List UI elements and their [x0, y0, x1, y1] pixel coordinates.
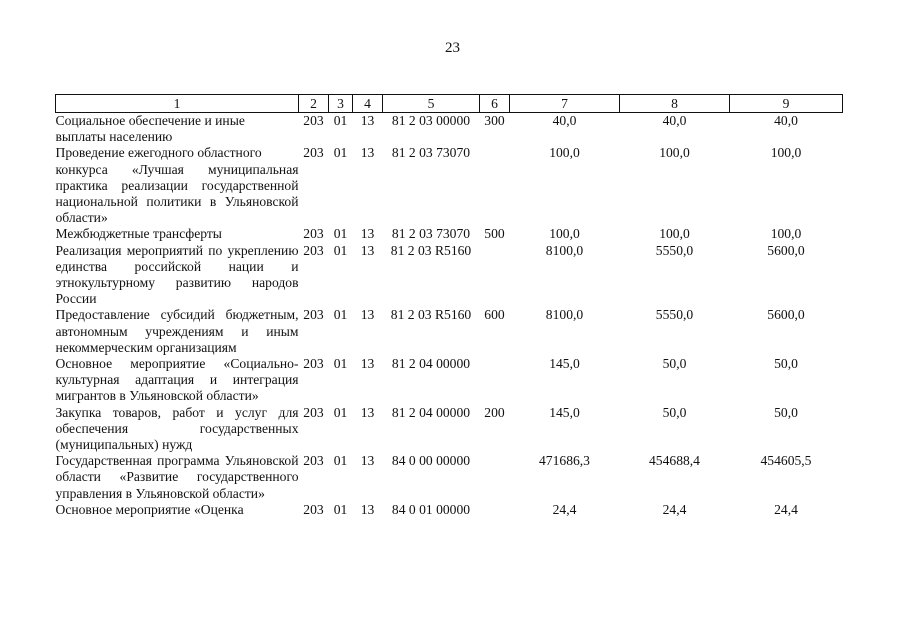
- cell-7: 24,4: [552, 501, 577, 517]
- row-name: Социальное обеспечение и иные выплаты населению: [55, 113, 245, 145]
- cell-9: 454605,5: [760, 453, 812, 469]
- table-row: [56, 405, 843, 454]
- cell-5: 84 0 00 00000: [391, 453, 471, 469]
- cell-5: 81 2 03 R5160: [390, 307, 472, 323]
- table-row: [56, 226, 843, 242]
- cell-8: 454688,4: [649, 453, 700, 469]
- table-row: [56, 453, 843, 502]
- cell-6: [480, 502, 510, 518]
- row-name: Реализация мероприятий по укреплению единства российской нации и этнокультурному развитию народов России: [55, 242, 299, 307]
- cell-4: 13: [360, 453, 375, 469]
- column-header-5: 5: [383, 95, 480, 113]
- cell-8: 100,0: [659, 226, 690, 242]
- cell-6: [480, 356, 510, 405]
- table-row: [56, 145, 843, 226]
- cell-4: 13: [360, 113, 375, 128]
- cell-6: 600: [484, 307, 505, 323]
- cell-2: 203: [303, 404, 324, 420]
- cell-7: 8100,0: [545, 242, 584, 258]
- cell-8: 50,0: [662, 404, 687, 420]
- cell-6: [480, 243, 510, 308]
- table-row: [56, 113, 843, 146]
- cell-5: 81 2 03 R5160: [390, 242, 472, 258]
- column-header-6: 6: [480, 95, 510, 113]
- cell-8: 5550,0: [655, 307, 694, 323]
- cell-4: 13: [360, 242, 375, 258]
- row-name: Основное мероприятие «Оценка: [55, 501, 244, 517]
- cell-2: 203: [303, 226, 324, 242]
- cell-7: 8100,0: [545, 307, 584, 323]
- row-name: Государственная программа Ульяновской области «Развитие государственного управления в Ульяновской области»: [55, 453, 299, 501]
- cell-9: 50,0: [774, 356, 798, 372]
- cell-6: 200: [484, 404, 505, 420]
- column-header-9: 9: [730, 95, 843, 113]
- cell-3: 01: [333, 404, 348, 420]
- cell-5: 81 2 03 73070: [391, 145, 471, 161]
- cell-5: 81 2 03 73070: [391, 226, 471, 242]
- cell-6: [480, 453, 510, 502]
- cell-4: 13: [360, 307, 375, 323]
- table-row: [56, 243, 843, 308]
- table-row: [56, 356, 843, 405]
- cell-2: 203: [303, 113, 324, 128]
- cell-2: 203: [303, 242, 324, 258]
- cell-7: 40,0: [552, 113, 577, 128]
- column-header-2: 2: [299, 95, 329, 113]
- cell-8: 40,0: [662, 113, 687, 128]
- cell-3: 01: [333, 307, 348, 323]
- cell-9: 24,4: [774, 501, 798, 517]
- cell-9: 50,0: [774, 404, 798, 420]
- column-header-1: 1: [56, 95, 299, 113]
- cell-4: 13: [360, 356, 375, 372]
- cell-7: 471686,3: [539, 453, 590, 469]
- row-name: Предоставление субсидий бюджетным, автономным учреждениям и иным некоммерческим организациям: [55, 307, 299, 355]
- cell-2: 203: [303, 145, 324, 161]
- row-name: Межбюджетные трансферты: [55, 226, 222, 242]
- cell-2: 203: [303, 501, 324, 517]
- cell-4: 13: [360, 404, 375, 420]
- column-header-7: 7: [510, 95, 620, 113]
- cell-8: 24,4: [662, 501, 687, 517]
- cell-5: 81 2 04 00000: [391, 404, 471, 420]
- cell-3: 01: [333, 145, 348, 161]
- budget-table: [55, 94, 843, 518]
- cell-6: 300: [484, 113, 505, 128]
- cell-3: 01: [333, 113, 348, 128]
- cell-5: 81 2 03 00000: [391, 113, 471, 128]
- row-name: Закупка товаров, работ и услуг для обеспечения государственных (муниципальных) нужд: [55, 404, 299, 453]
- row-name: Проведение ежегодного областного конкурса «Лучшая муниципальная практика реализации государственной национальной политики в Ульяновской области»: [55, 145, 299, 226]
- cell-2: 203: [303, 356, 324, 372]
- cell-7: 100,0: [549, 145, 580, 161]
- cell-5: 84 0 01 00000: [391, 501, 471, 517]
- cell-5: 81 2 04 00000: [391, 356, 471, 372]
- column-header-8: 8: [620, 95, 730, 113]
- cell-8: 50,0: [662, 356, 687, 372]
- cell-2: 203: [303, 453, 324, 469]
- column-header-4: 4: [353, 95, 383, 113]
- page-number: 23: [445, 40, 460, 56]
- column-header-3: 3: [329, 95, 353, 113]
- cell-7: 145,0: [549, 356, 580, 372]
- cell-7: 145,0: [549, 404, 580, 420]
- cell-4: 13: [360, 145, 375, 161]
- cell-3: 01: [333, 453, 348, 469]
- cell-4: 13: [360, 501, 375, 517]
- cell-9: 5600,0: [767, 242, 805, 258]
- cell-3: 01: [333, 356, 348, 372]
- cell-3: 01: [333, 501, 348, 517]
- cell-6: 500: [484, 226, 505, 242]
- cell-9: 5600,0: [767, 307, 805, 323]
- row-name: Основное мероприятие «Социально-культурная адаптация и интеграция мигрантов в Ульяновской области»: [55, 356, 299, 404]
- cell-8: 5550,0: [655, 242, 694, 258]
- cell-2: 203: [303, 307, 324, 323]
- cell-8: 100,0: [659, 145, 690, 161]
- cell-9: 100,0: [770, 226, 802, 242]
- table-row: [56, 307, 843, 356]
- cell-6: [480, 145, 510, 226]
- cell-3: 01: [333, 242, 348, 258]
- cell-9: 40,0: [774, 113, 798, 128]
- table-row: [56, 502, 843, 518]
- cell-7: 100,0: [549, 226, 580, 242]
- header-row: [56, 95, 843, 113]
- cell-3: 01: [333, 226, 348, 242]
- cell-4: 13: [360, 226, 375, 242]
- cell-9: 100,0: [770, 145, 802, 161]
